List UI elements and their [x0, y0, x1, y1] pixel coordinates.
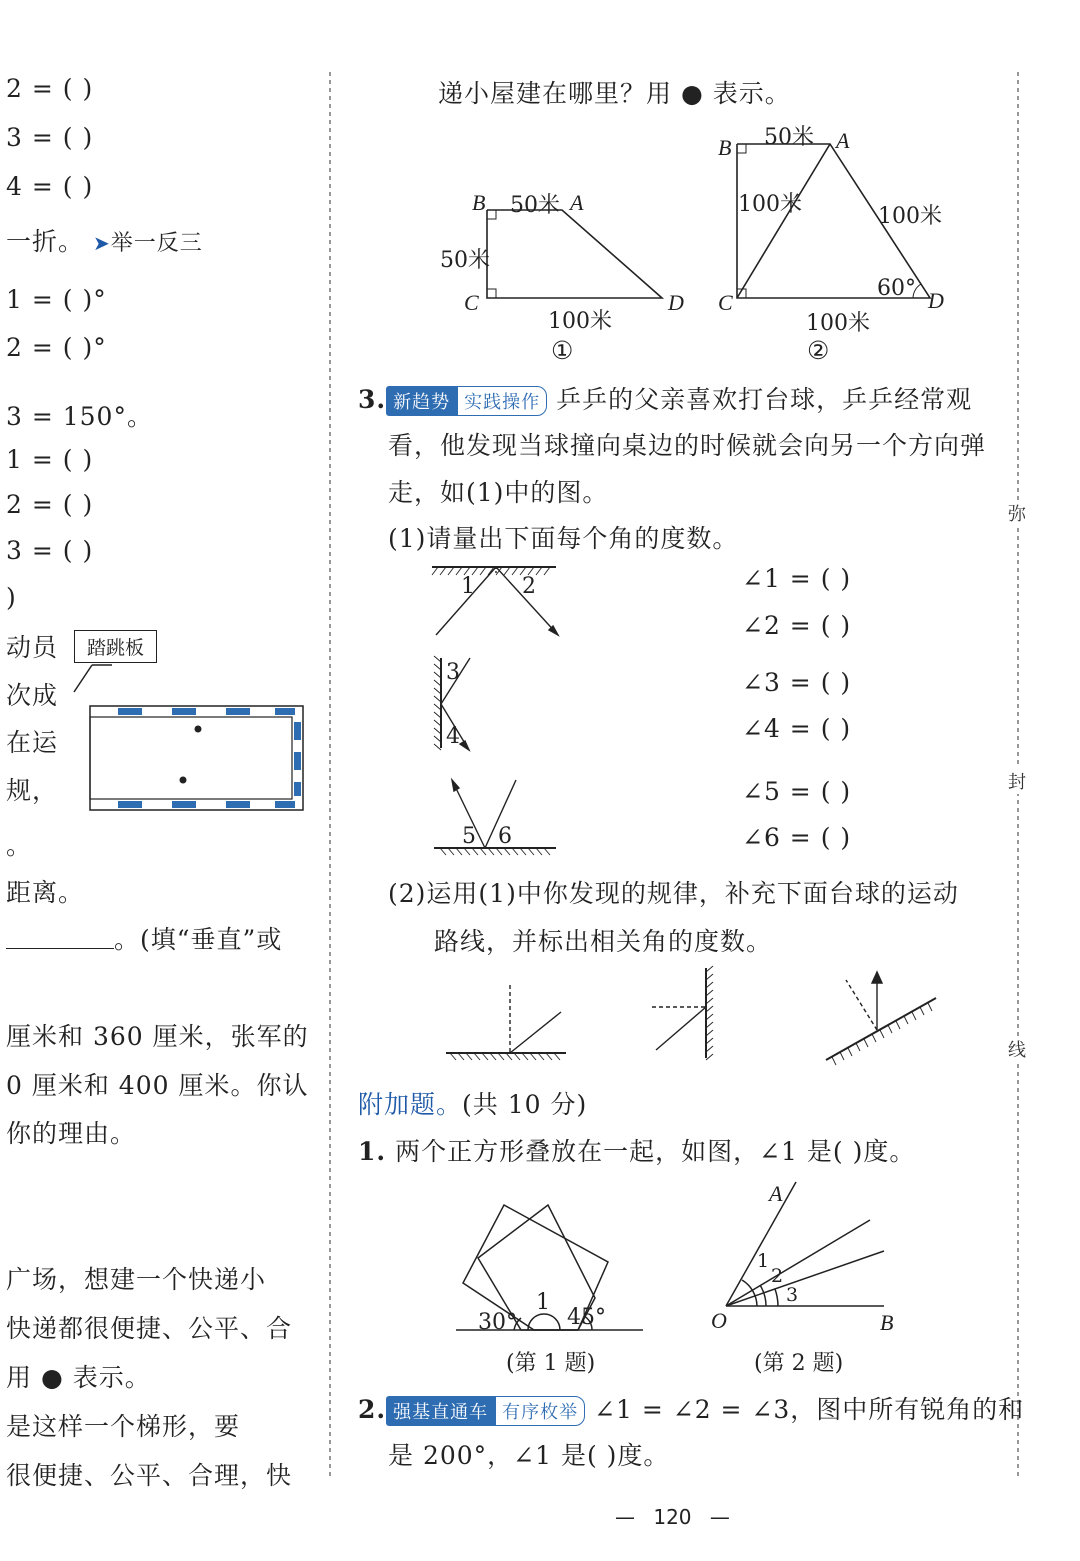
angle-answer-1: ∠1 = ( ): [742, 564, 852, 593]
fig1-label-bottom: 100米: [548, 309, 612, 334]
q3-tag-trend: 新趋势: [386, 386, 457, 416]
question-3-header: [358, 380, 972, 416]
rays-label-3: 3: [786, 1284, 799, 1306]
top-line: 递小屋建在哪里？用 ● 表示。: [438, 79, 791, 108]
billiard-figure-a: [446, 985, 566, 1060]
given-angle-3: 3 = 150°。: [6, 402, 153, 431]
margin-word-xian: 线: [1008, 1036, 1026, 1062]
q3-tag-practice: 实践操作: [457, 386, 547, 416]
fig2-label-C: C: [718, 290, 733, 315]
fig2-label-D: D: [928, 288, 944, 313]
angle-label-5: 5: [462, 824, 476, 849]
extra-q2-line-1: ∠1 = ∠2 = ∠3，图中所有锐角的和: [594, 1395, 1025, 1424]
billiard-figure-c: [826, 972, 936, 1065]
rays-label-2: 2: [771, 1265, 784, 1287]
fig-caption-q1: (第 1 题): [506, 1351, 596, 1376]
billiard-figure-b: [652, 966, 713, 1060]
extra-q2-line-2: 是 200°，∠1 是( )度。: [388, 1441, 670, 1470]
extra-q1: [358, 1132, 915, 1168]
extra-header: [358, 1085, 587, 1121]
extra-score: (共 10 分): [462, 1090, 588, 1119]
degree-line-1: 1 = ( )°: [6, 285, 107, 314]
page-footer: [615, 1505, 730, 1529]
figure-1-trapezoid: [487, 210, 662, 298]
fill-in-text: 。(填“垂直”或: [114, 925, 283, 954]
cm-line-1: 厘米和 360 厘米，张军的: [6, 1022, 309, 1051]
q2-tag-basic: 强基直通车: [386, 1396, 495, 1426]
angle-label-6: 6: [498, 824, 512, 849]
q3-line-1: 乒乒的父亲喜欢打台球，乒乒经常观: [556, 385, 973, 414]
fig2-caption: ②: [807, 336, 831, 365]
cm-line-2: 0 厘米和 400 厘米。你认: [6, 1071, 309, 1100]
reflection-figure-3: [434, 780, 556, 855]
fig2-label-B: B: [718, 135, 732, 160]
fig2-label-top: 50米: [764, 125, 814, 150]
rays-label-A: A: [769, 1181, 783, 1206]
fold-text: 一折。: [6, 227, 85, 256]
fig1-caption: ①: [551, 336, 575, 365]
fig1-label-C: C: [464, 290, 479, 315]
athlete-text-3: 在运: [6, 728, 59, 757]
q3-number: 3.: [358, 385, 387, 414]
footer-dash-left: —: [615, 1505, 635, 1529]
page-number: 120: [653, 1505, 692, 1529]
rays-label-O: O: [711, 1308, 727, 1333]
rays-label-1: 1: [757, 1250, 770, 1272]
fig2-label-angle: 60°: [877, 276, 916, 301]
fig2-label-bottom: 100米: [806, 311, 870, 336]
rays-figure: [726, 1182, 884, 1306]
springboard-label: 踏跳板: [74, 630, 157, 663]
rays-label-B: B: [880, 1310, 894, 1335]
extra-q2: [358, 1390, 1024, 1426]
squares-label-1: 1: [536, 1290, 550, 1315]
answer-line-2: 2 = ( ): [6, 74, 94, 103]
angle-answer-3: ∠3 = ( ): [742, 668, 852, 697]
answer2-line-1: 1 = ( ): [6, 445, 94, 474]
answer2-line-3: 3 = ( ): [6, 536, 94, 565]
angle-answer-5: ∠5 = ( ): [742, 777, 852, 806]
margin-word-feng: 封: [1008, 768, 1026, 794]
plaza-line-5: 很便捷、公平、合理，快: [6, 1461, 293, 1490]
q3-sub-2-line-2: 路线，并标出相关角的度数。: [434, 927, 773, 956]
athlete-text-4: 规，: [6, 776, 59, 805]
arrow-icon: ➤: [92, 231, 111, 255]
q3-line-2: 看，他发现当球撞向桌边的时候就会向另一个方向弹: [388, 431, 987, 460]
fig1-label-left: 50米: [440, 248, 490, 273]
q3-sub-2-line-1: (2)运用(1)中你发现的规律，补充下面台球的运动: [388, 879, 959, 908]
squares-label-30: 30°: [478, 1310, 517, 1335]
plaza-line-2: 快递都很便捷、公平、合: [6, 1314, 293, 1343]
fig-caption-q2: (第 2 题): [754, 1351, 844, 1376]
fig2-label-right: 100米: [878, 204, 942, 229]
plaza-line-3: 用 ● 表示。: [6, 1363, 151, 1392]
extra-q1-number: 1.: [358, 1137, 387, 1166]
angle-label-1: 1: [461, 574, 475, 599]
fig1-label-top: 50米: [510, 193, 560, 218]
reflection-figure-1: [432, 567, 558, 635]
fig2-label-A: A: [836, 128, 850, 153]
plaza-line-4: 是这样一个梯形，要: [6, 1412, 241, 1441]
point-dot: [180, 777, 187, 784]
point-dot: [195, 726, 202, 733]
q2-tag-enum: 有序枚举: [495, 1396, 585, 1426]
extra-q2-number: 2.: [358, 1395, 387, 1424]
athlete-text-2: 次成: [6, 681, 59, 710]
margin-word-mi: 弥: [1008, 500, 1026, 526]
fold-tag: 举一反三: [110, 231, 203, 256]
degree-line-2: 2 = ( )°: [6, 333, 107, 362]
answer-line-3: 3 = ( ): [6, 123, 94, 152]
angle-label-4: 4: [446, 724, 460, 749]
fig2-label-diag: 100米: [738, 192, 802, 217]
angle-answer-6: ∠6 = ( ): [742, 823, 852, 852]
distance-text: 距离。: [6, 878, 85, 907]
angle-label-3: 3: [446, 660, 460, 685]
cm-line-3: 你的理由。: [6, 1119, 137, 1148]
fig1-label-D: D: [668, 290, 684, 315]
paren-close: ): [6, 583, 17, 612]
plaza-line-1: 广场，想建一个快递小: [6, 1265, 267, 1294]
angle-label-2: 2: [522, 574, 536, 599]
fig1-label-A: A: [570, 190, 584, 215]
fig1-label-B: B: [472, 190, 486, 215]
answer2-line-2: 2 = ( ): [6, 490, 94, 519]
long-jump-track: [74, 665, 303, 810]
angle-answer-4: ∠4 = ( ): [742, 714, 852, 743]
q3-line-3: 走，如(1)中的图。: [388, 478, 609, 507]
athlete-text-1: 动员: [6, 633, 59, 662]
extra-q1-text: 两个正方形叠放在一起，如图，∠1 是( )度。: [395, 1137, 916, 1166]
extra-title: 附加题。: [358, 1090, 463, 1119]
period-line: 。: [6, 831, 33, 860]
q3-sub-1: (1)请量出下面每个角的度数。: [388, 524, 739, 553]
squares-label-45: 45°: [567, 1305, 606, 1330]
angle-answer-2: ∠2 = ( ): [742, 611, 852, 640]
answer-line-4: 4 = ( ): [6, 172, 94, 201]
footer-dash-right: —: [709, 1505, 730, 1529]
